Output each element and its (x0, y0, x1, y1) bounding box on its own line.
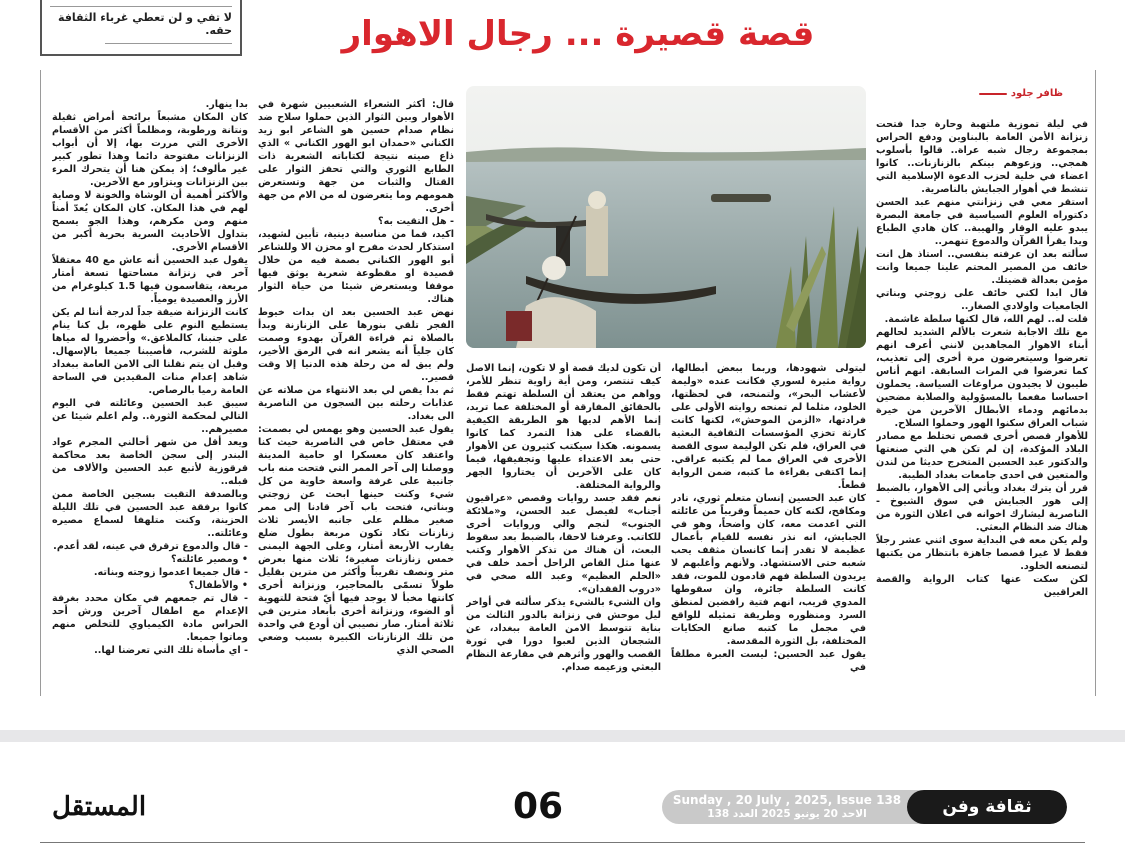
article-paragraph: ويعد أقل من شهر أحالني المجرم عواد البندر إلى سجن الخاصة بعد محاكمة قرقوزية لأتبع عبد الحسين والألاف من قبله.. (52, 437, 248, 487)
pull-quote-box (40, 0, 242, 56)
article-paragraph: نعم فقد جسد روايات وقصص «عراقيون أجناب» لفيصل عبد الحسن، و«ملائكة الجنوب» لنجم والي وروايات أخرى للكاتب. وعرفنا لاحقا، بالضبط بعد سقوط البعث، أن هناك من تذكر الأهوار وكتب عنها مثل القاص الراحل أحمد خلف في «الحلم العظيم» وعبد الله صخي في «دروب الفقدان». (466, 493, 661, 595)
article-paragraph: بدا ينهار. (205, 99, 248, 110)
article-paragraph: كانت الزنزانة ضيقة جداً لدرجة أننا لم يكن يستطيع النوم على ظهره، بل كنا ينام على جنبنا، كالملاعق.» وأحضروا له مياها ملوثة للشرب، فأصيبنا جميعا بالإسهال. وقبل ان يتم نقلنا الى الامن العامة ببغداد شاهد إعدام منات المقيدين في الساحة العامة رميا بالرصاص. (52, 307, 248, 396)
author-name: ظافر جلود (1010, 88, 1063, 99)
article-paragraph: • والأطفال؟ (188, 580, 248, 591)
text-column-5 (52, 98, 248, 688)
article-paragraph: استقر معي في زنزانتي منهم عبد الحسن دكتوراه العلوم السياسية في جامعة البصرة يبدو عليه الوقار والهيبة.. كان هادي الطباع ويدا يقرأ القرآن والدموع تنهمر.. (876, 197, 1088, 247)
page-number: 06 (512, 786, 564, 827)
section-label: ثقافة وفن (907, 790, 1067, 824)
pen-icon (979, 93, 1007, 95)
page-footer (0, 742, 1125, 846)
text-column-4 (258, 98, 454, 688)
article-paragraph: وبالصدفة التقيت بسجين الخاصة ممن كانوا برفقة عبد الحسين في تلك الليلة الحزينة، وكنت متلهفا لسماع مصيره وعائلته.. (52, 489, 248, 539)
text-column-1 (876, 118, 1088, 688)
article-paragraph: وان الشيء بالشيء يذكر سألته في أواخر ليل موحش في زنزانة بالدور الثالث من بناية تتوسط الامن العامة ببغداد، عن الشجعان الذين لعبوا دورا في ثورة القصب والهور وأثرهم في مقارعة النظام البعثي وزعيمه صدام. (466, 597, 661, 673)
pull-quote-text: لا تفي و لن تعطي غرباء الثقافة حقه. (58, 11, 232, 37)
issue-date-english: Sunday , 20 July , 2025, Issue 138 (672, 793, 902, 807)
article-paragraph: قال ابدا لكني خائف على زوجتي وبناتي الجامعيات واولادي الصغار.. (876, 288, 1088, 312)
article-paragraph: يقول عبد الحسين وهو يهمس لي بصمت: في معتقل خاص في الناصرية حيث كنا واعتقد كان معسكرا او حامية المدينة ووصلنا إلى آخر الممر التي فتحت منه باب جانبية على غرفة واسعة خاوية من كل شيء وكنت حينها ابحث عن زوجتي وبناتي، فتحت باب آخر قادنا إلى ممر صغير مظلم على جانبه الأيسر ثلاث زنازنات تكاد تكون مربعة بطول ضلع يقارب الأربعة أمتار، وعلى الجهة اليمنى خمس زنازنات صغيرة؛ ثلاث منها بعرض متر ونصف تقريباً وأكثر من مترين بقليل طولاً تسمّى بالمحاجير، وزنزانة أخرى كانتها مخبأ لا يوجد فيها أيّ فتحة للتهوية أو الضوء، وزنزانة أخرى بأبعاد مترين في ثلاثة أمتار. صار نصيبي أن أودع في واحدة من تلك الزنازنات الكبيرة بسبب وضعي الصحي الذي (258, 424, 454, 656)
article-paragraph: أن تكون لديك قصة أو لا تكون، إنما الاصل كيف تنتصر، ومن أية زاوية تنظر للأمر، وواهم من يعتقد أن السلطة تهتم فقط بالحقائق المفارقة أو المختلفة عما تريد، إنما الأهم لديها هو الطريقة الكيفية بالقضاء على هذا التمرد كما كانوا يسمونه. هكذا سيكتب كثيرون عن الأهوار حتى بعد الاعتداء عليها وتجفيفها، فيما كان على الآخرين أن يختاروا الجهر والرواية المختلفة. (466, 363, 661, 491)
article-paragraph: • ومصير عائلته؟ (170, 554, 248, 565)
article-paragraph: ولم يكن معه في البداية سوى اثني عشر رجلاً فقط لا غيرا قصصا جاهزة بانتظار من يكتبها لتصنعه الخلود. (876, 535, 1088, 572)
article-paragraph: كان عبد الحسين إنسان متعلم ثوري، نادر ومكافح، لكنه كان حميماً وقريباً من عائلته التي اعدمت معه، كان واضحاً، وهو في الجبايش، انه نذر نفسه للقيام بأعمال عظيمة لا تقدر إنما كانسان مثقف يحب شعبه حتى الاستشهاد. ولأنهم وأغلبهم لا يريدون السلطة فهم قادمون للموت، فقد كانت السلطة جائرة، وان سقوطها المدوي قريب، انهم فتية رافضين لمنطق السرد ومنظوره وطريقة تمثيله للواقع في مجمل ما كتبه صانع الحكايات المختلفة، بل الثورة المقدسة. (671, 493, 866, 647)
marsh-boat-photo (466, 86, 866, 348)
newspaper-logo: المستقل (52, 792, 147, 822)
author-byline (979, 88, 1063, 99)
article-paragraph: اكيد، فما من مناسبة دينية، تأبين لشهيد، استذكار لحدث مفرح او محزن الا وللشاعر أبو الهور الكناني بصمة فيه من خلال قصيدة او مقطوعة شعرية يوثق فيها موقفا ويستعرض شيئا من حياة الثوار هناك. (258, 229, 454, 305)
article-paragraph: - هل التقيت به؟ (378, 216, 454, 227)
article-paragraph: يقول عبد الحسين أنه عاش مع 40 معتقلاً آخر في زنزانة مساحتها تسعة أمتار مربعة، يتقاسمون فيها 1.5 كيلوغرام من الأرز والعصيدة يومياً. (52, 255, 248, 305)
article-paragraph: سيبق عبد الحسين وعائلته في اليوم التالي لمحكمة الثورة.. ولم اعلم شيئا عن مصيرهم.. (52, 398, 248, 435)
footer-rule (40, 842, 1085, 843)
article-paragraph: - قال جميعا اعدموا زوجته وبناته. (93, 567, 248, 578)
issue-date-arabic: الاحد 20 يونيو 2025 العدد 138 (707, 808, 867, 820)
text-column-2 (671, 362, 866, 688)
article-paragraph: والأكثر أهمية أن الوشاة والخونة لا وصاية لهم في هذا المكان. كان المكان يُعدّ أمناً منهم ومن مكرهم، وهذا الجو يسمح بتداول الأحاديث السرية بحرية أكبر من الأقسام الأخرى. (52, 190, 248, 253)
article-paragraph: نهض عبد الحسين بعد ان بدات خيوط الفجر تلقي بنورها على الزنازنة وبدأ بالصلاة ثم قراءة القرآن بهدوء وصمت كان جلياً أنه يشعر انه في الرمق الأخير، ولم يبق له من رحلة هذه الدنيا إلا وقت قصير.. (258, 307, 454, 383)
article-paragraph: سألته بعد ان عرفته بنفسي.. استاذ هل انت خائف من المصير المحتم علينا جميعا وانت مؤمن بعدالة قضيتك. (876, 249, 1088, 286)
article-headline: قصة قصيرة ... رجال الاهوار (341, 14, 815, 54)
article-paragraph: ليتولى شهودها، وربما ببعض أبطالها، رواية مثيرة لسوري فكانت عنده «وليمة لأعشاب البحر»، ولتمنحه، في لحظتها، الخلود، مثلما لم تمنحه روايته الأولى على فرادتها، «الزمن الموحش»، لكنها كانت كارثة تخزي المؤسسات الثقافية البعثية في العراق، فلم تكن الوليمة سوى القصة الأخرى في العراق مما لم يكتبه عراقي. إنما اكتفى بقراءة ما كتبه، ضمن الرواية قطعاً. (671, 363, 866, 491)
issue-info-pill (662, 790, 1067, 824)
marsh-photo-illustration (466, 86, 866, 348)
issue-dates (672, 793, 902, 821)
article-paragraph: في ليلة تموزية ملتهبة وحارة جدا فتحت زنزانة الأمن العامة بالبناوين ودفع الحراس بمجموعة رجال شبه عراة.. قالوا بأسلوب همجي.. وزعوهم بينكم بالزنازنات.. كانوا اعضاء في خلية لحزب الدعوة الإسلامية التي تنشط في أهوار الجبايش بالناصرية. (876, 119, 1088, 195)
pull-quote-rule (105, 43, 232, 44)
text-column-3 (466, 362, 661, 688)
article-paragraph: كان المكان مشبعاً برائحة أمراض ثقيلة ونتانة ورطوبة، ومظلماً أكثر من الأقسام الأخرى التي مررت بها، إلا أن أبواب الزنزانات مفتوحة دائما وهذا تطور كبير غير مألوف؛ إذ يمكن هنا أن يتحرك المرء بين الزنزانات ويتزاور مع الآخرين. (52, 112, 248, 188)
article-paragraph: قرر أن يترك بغداد ويأتي إلى الأهوار، بالضبط إلى هور الجبايش في سوق الشيوخ - الناصرية ليشارك اخوانه في اعلان الثورة من هناك ضد النظام البعثي. (876, 483, 1088, 533)
article-paragraph: مع تلك الاجابة شعرت بالألم الشديد لحالهم أبناء الاهوار المجاهدين لانني أعرف انهم تعرضوا وسيتعرضون مرة أخرى إلى تعذيب، كما تعرضوا في المرات السابقة. انهم أناس طيبون لا يجيدون مراوغات السياسة. يحملون احساسا مفعما بالمسؤولية والصلابة مضحين بدمائهم ودماء الأبطال الآخرين من خيرة شباب العراق سكنوا الهور وحملوا السلاح. (876, 327, 1088, 429)
article-paragraph: قلت له.. لهم الله، قال لكنها سلطة غاشمة. (884, 314, 1088, 325)
article-paragraph: قال: أكثر الشعراء الشعبيين شهرة في الأهوار وبين الثوار الذين حملوا سلاح ضد نظام صدام حسين هو الشاعر ابو زيد الكناني «حمدان ابو الهور الكناني » الذي ذاع صيته نتيجة لكتاباته الشعرية ذات الطابع الثوري والتي تحفز الثوار على القتال والثبات من جهة وتستعرض همومهم وما يتعرضون له من الام من جهة أخرى. (258, 99, 454, 214)
article-paragraph: لكن سكت عنها كتاب الرواية والقصة العراقيين (876, 574, 1088, 598)
article-paragraph: يقول عبد الحسين: ليست العبرة مطلقاً في (671, 649, 866, 673)
article-paragraph: ثم بدا يقص لي بعد الانتهاء من صلاته عن عذابات رحلته بين السجون من الناصرية الى بغداد. (258, 385, 454, 422)
article-paragraph: - قال والدموع ترقرق في عينه، لقد أعدم. (53, 541, 248, 552)
pull-quote-rule (50, 6, 232, 7)
article-paragraph: - اي مأساة تلك التي تعرضنا لها.. (94, 645, 248, 656)
article-paragraph: - قال تم جمعهم في مكان محدد بغرفة الإعدام مع اطفال آخرين ورش أحد الحراس مادة الكيمياوي للتخلص منهم وماتوا جميعا. (52, 593, 248, 643)
article-paragraph: للأهوار قصص أخرى قصص تختلط مع مصادر البلاد المؤكدة، إن لم تكن هي التي صنعتها والدكتور عبد الحسين المتخرج حديثا من لندن والمتعين في احدى جامعات بغداد الطيبة. (876, 431, 1088, 481)
